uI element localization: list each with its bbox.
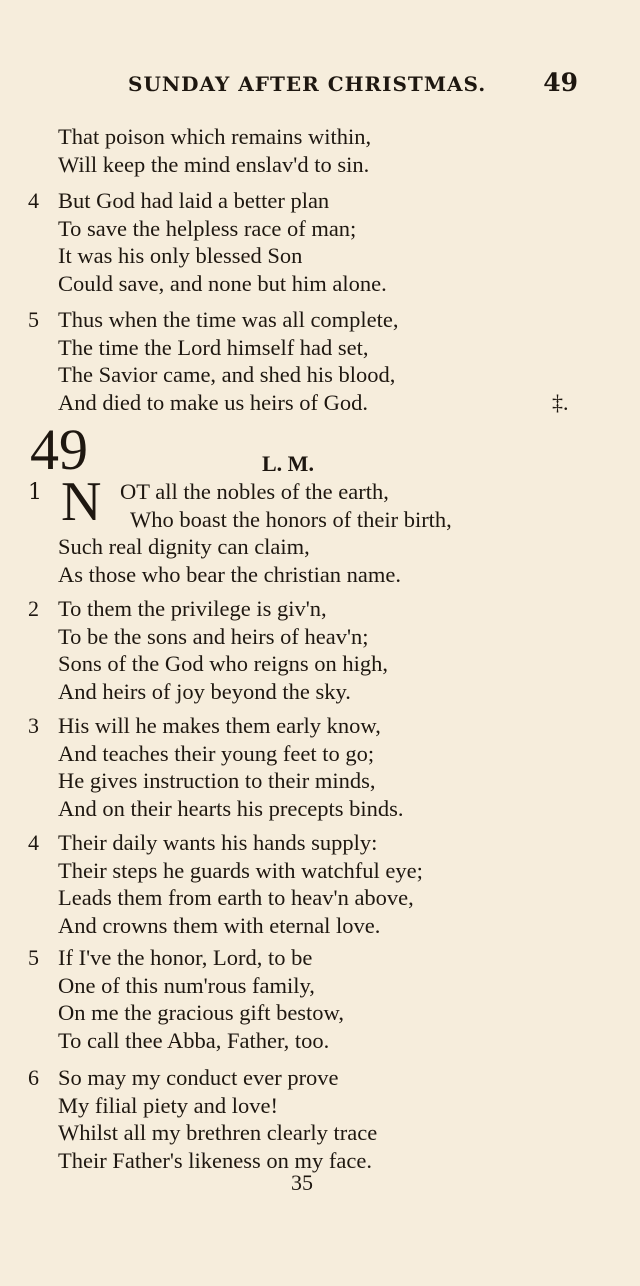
hymn-stanza-5 — [28, 944, 588, 1054]
verse-line: And teaches their young feet to go; — [58, 740, 375, 766]
verse-line: On me the gracious gift bestow, — [58, 1000, 344, 1025]
verse-line: One of this num'rous family, — [58, 972, 315, 998]
verse-line: Whilst all my brethren clearly trace — [58, 1120, 378, 1145]
verse-line: As those who bear the christian name. — [58, 561, 402, 587]
verse-line: And died to make us heirs of God. — [58, 389, 368, 415]
stanza-number: 3 — [28, 713, 39, 738]
verse-line: To be the sons and heirs of heav'n; — [58, 623, 369, 649]
verse-line: Such real dignity can claim, — [58, 534, 310, 559]
stanza-number: 4 — [28, 830, 39, 855]
verse-line: His will he makes them early know, — [58, 713, 381, 738]
verse-line: It was his only blessed Son — [58, 243, 303, 268]
verse-line: Their daily wants his hands supply: — [58, 830, 378, 855]
hymn-stanza-4 — [28, 829, 588, 939]
verse-line: Their Father's likeness on my face. — [58, 1147, 372, 1173]
verse-line: If I've the honor, Lord, to be — [58, 945, 313, 970]
verse-line: And on their hearts his precepts binds. — [58, 795, 404, 821]
verse-line: Will keep the mind enslav'd to sin. — [58, 151, 370, 177]
verse-line: OT all the nobles of the earth, — [120, 479, 389, 504]
verse-line: And crowns them with eternal love. — [58, 912, 381, 938]
stanza-number: 6 — [28, 1065, 39, 1090]
hymn-number: 49 — [30, 417, 88, 482]
continuation-stanza — [28, 123, 588, 178]
drop-cap: N — [61, 471, 102, 533]
verse-line: So may my conduct ever prove — [58, 1065, 339, 1090]
signature-mark — [0, 1170, 640, 1196]
hymn-stanza-2 — [28, 595, 588, 705]
verse-line: The Savior came, and shed his blood, — [58, 362, 396, 387]
verse-line: Could save, and none but him alone. — [58, 270, 387, 296]
hymn-stanza-6 — [28, 1064, 588, 1174]
verse-line: Sons of the God who reigns on high, — [58, 651, 388, 676]
verse-line: Their steps he guards with watchful eye; — [58, 857, 423, 883]
stanza-number: 1 — [28, 480, 42, 505]
header-title: SUNDAY AFTER CHRISTMAS. — [128, 72, 487, 96]
stanza-number: 4 — [28, 188, 39, 213]
verse-line: And heirs of joy beyond the sky. — [58, 678, 351, 704]
verse-line: That poison which remains within, — [58, 124, 372, 149]
stanza-number: 2 — [28, 596, 39, 621]
hymn-stanza-3 — [28, 712, 588, 822]
verse-line: My filial piety and love! — [58, 1092, 278, 1118]
verse-line: Leads them from earth to heav'n above, — [58, 885, 414, 910]
prev-stanza-5 — [28, 306, 588, 416]
verse-line: The time the Lord himself had set, — [58, 334, 369, 360]
stanza-number: 5 — [28, 307, 39, 332]
hymn-meter: L. M. — [262, 451, 314, 476]
page-number: 49 — [543, 68, 578, 97]
verse-line: To call thee Abba, Father, too. — [58, 1027, 330, 1053]
prev-stanza-4 — [28, 187, 588, 297]
verse-line: He gives instruction to their minds, — [58, 768, 376, 793]
verse-line: But God had laid a better plan — [58, 188, 330, 213]
verse-line: Thus when the time was all complete, — [58, 307, 399, 332]
running-header — [120, 68, 590, 104]
stanza-number: 5 — [28, 945, 39, 970]
verse-line: To save the helpless race of man; — [58, 215, 357, 241]
verse-line: To them the privilege is giv'n, — [58, 596, 327, 621]
verse-line: Who boast the honors of their birth, — [130, 506, 452, 532]
hymn-stanza-1 — [28, 471, 588, 588]
signature-number: 35 — [291, 1170, 313, 1195]
double-dagger-mark: ‡. — [552, 389, 569, 415]
